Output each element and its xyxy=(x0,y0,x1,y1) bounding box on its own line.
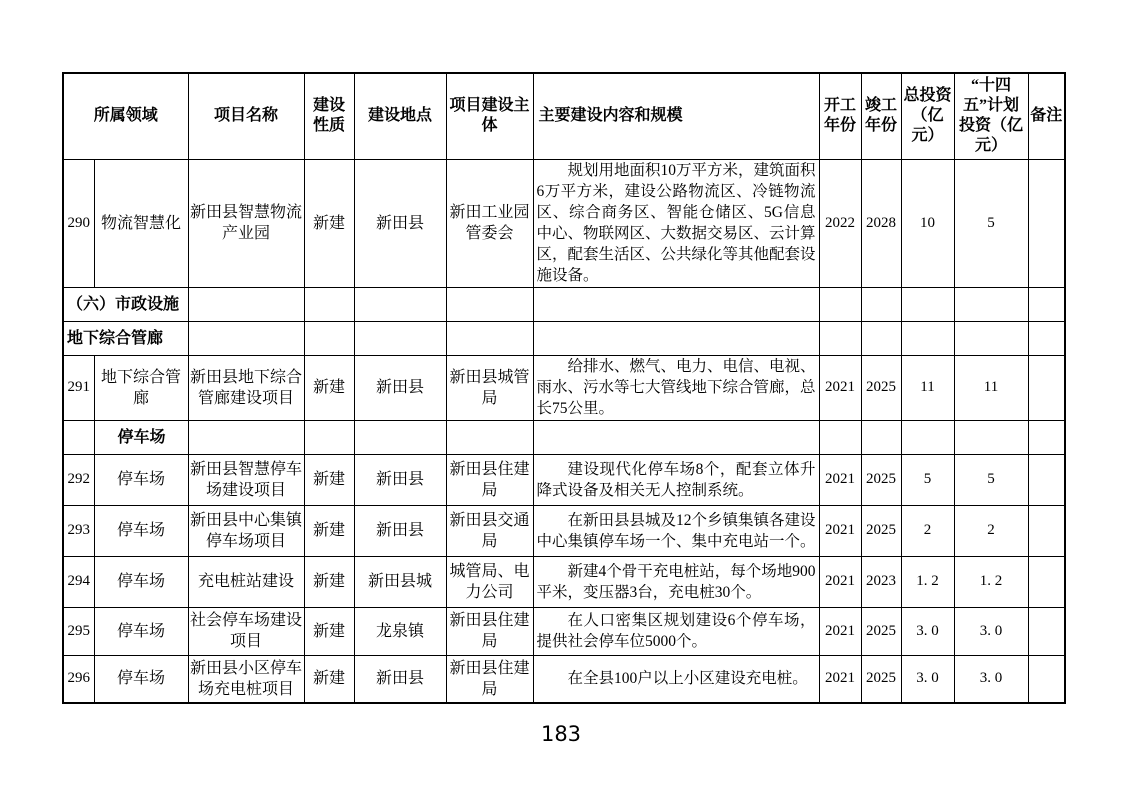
page-number: 183 xyxy=(540,722,582,746)
note-cell xyxy=(1028,159,1065,287)
nature-cell: 新建 xyxy=(304,454,354,505)
col-header-end-year: 竣工年份 xyxy=(861,73,901,159)
empty-cell xyxy=(861,420,901,454)
nature-cell: 新建 xyxy=(304,505,354,556)
project-name-cell: 新田县地下综合管廊建设项目 xyxy=(188,355,304,420)
total-investment-cell: 5 xyxy=(901,454,954,505)
row-number-cell: 296 xyxy=(63,655,94,703)
table-row xyxy=(63,607,1065,655)
field-cell: 停车场 xyxy=(94,505,188,556)
content-cell: 在人口密集区规划建设6个停车场，提供社会停车位5000个。 xyxy=(533,607,819,655)
empty-cell xyxy=(188,287,304,321)
section-row xyxy=(63,287,1065,321)
table-row xyxy=(63,355,1065,420)
field-cell: 停车场 xyxy=(94,556,188,607)
empty-cell xyxy=(1028,420,1065,454)
empty-cell xyxy=(446,287,533,321)
empty-cell xyxy=(446,420,533,454)
empty-cell xyxy=(861,287,901,321)
row-number-cell: 293 xyxy=(63,505,94,556)
nature-cell: 新建 xyxy=(304,159,354,287)
end-year-cell: 2025 xyxy=(861,607,901,655)
project-name-cell: 新田县智慧停车场建设项目 xyxy=(188,454,304,505)
note-cell xyxy=(1028,454,1065,505)
empty-cell xyxy=(188,420,304,454)
empty-cell xyxy=(819,420,861,454)
location-cell: 新田县城 xyxy=(354,556,446,607)
content-cell: 规划用地面积10万平方米，建筑面积6万平方米，建设公路物流区、冷链物流区、综合商务区、智能仓储区、5G信息中心、物联网区、大数据交易区、云计算区，配套生活区、公共绿化等其他配套设施设备。 xyxy=(533,159,819,287)
field-cell: 停车场 xyxy=(94,607,188,655)
start-year-cell: 2021 xyxy=(819,556,861,607)
total-investment-cell: 3. 0 xyxy=(901,607,954,655)
builder-cell: 城管局、电力公司 xyxy=(446,556,533,607)
start-year-cell: 2021 xyxy=(819,655,861,703)
row-number-cell xyxy=(63,420,94,454)
start-year-cell: 2021 xyxy=(819,505,861,556)
field-cell: 物流智慧化 xyxy=(94,159,188,287)
empty-cell xyxy=(1028,321,1065,355)
content-cell: 在新田县县城及12个乡镇集镇各建设中心集镇停车场一个、集中充电站一个。 xyxy=(533,505,819,556)
field-cell: 停车场 xyxy=(94,454,188,505)
row-number-cell: 291 xyxy=(63,355,94,420)
table-row xyxy=(63,159,1065,287)
project-name-cell: 充电桩站建设 xyxy=(188,556,304,607)
empty-cell xyxy=(354,287,446,321)
empty-cell xyxy=(954,287,1028,321)
section-label-cell: 停车场 xyxy=(94,420,188,454)
table-row xyxy=(63,454,1065,505)
plan-investment-cell: 1. 2 xyxy=(954,556,1028,607)
start-year-cell: 2021 xyxy=(819,355,861,420)
empty-cell xyxy=(954,420,1028,454)
col-header-note: 备注 xyxy=(1028,73,1065,159)
empty-cell xyxy=(304,287,354,321)
empty-cell xyxy=(954,321,1028,355)
note-cell xyxy=(1028,355,1065,420)
plan-investment-cell: 11 xyxy=(954,355,1028,420)
end-year-cell: 2028 xyxy=(861,159,901,287)
plan-investment-cell: 3. 0 xyxy=(954,655,1028,703)
empty-cell xyxy=(188,321,304,355)
builder-cell: 新田县住建局 xyxy=(446,655,533,703)
note-cell xyxy=(1028,556,1065,607)
start-year-cell: 2021 xyxy=(819,607,861,655)
table-row xyxy=(63,556,1065,607)
row-number-cell: 295 xyxy=(63,607,94,655)
empty-cell xyxy=(354,420,446,454)
empty-cell xyxy=(901,287,954,321)
builder-cell: 新田县住建局 xyxy=(446,454,533,505)
empty-cell xyxy=(533,420,819,454)
section-row xyxy=(63,321,1065,355)
total-investment-cell: 11 xyxy=(901,355,954,420)
section-label-cell: （六）市政设施 xyxy=(63,287,188,321)
empty-cell xyxy=(1028,287,1065,321)
content-cell: 新建4个骨干充电桩站，每个场地900平米，变压器3台，充电桩30个。 xyxy=(533,556,819,607)
project-name-cell: 新田县智慧物流产业园 xyxy=(188,159,304,287)
nature-cell: 新建 xyxy=(304,556,354,607)
empty-cell xyxy=(901,321,954,355)
plan-investment-cell: 5 xyxy=(954,159,1028,287)
plan-investment-cell: 2 xyxy=(954,505,1028,556)
col-header-start-year: 开工年份 xyxy=(819,73,861,159)
end-year-cell: 2025 xyxy=(861,655,901,703)
location-cell: 新田县 xyxy=(354,355,446,420)
location-cell: 新田县 xyxy=(354,655,446,703)
location-cell: 新田县 xyxy=(354,505,446,556)
start-year-cell: 2021 xyxy=(819,454,861,505)
empty-cell xyxy=(533,321,819,355)
builder-cell: 新田县住建局 xyxy=(446,607,533,655)
table-row xyxy=(63,655,1065,703)
empty-cell xyxy=(446,321,533,355)
field-cell: 停车场 xyxy=(94,655,188,703)
empty-cell xyxy=(304,420,354,454)
row-number-cell: 294 xyxy=(63,556,94,607)
empty-cell xyxy=(533,287,819,321)
note-cell xyxy=(1028,607,1065,655)
plan-investment-cell: 3. 0 xyxy=(954,607,1028,655)
section-row xyxy=(63,420,1065,454)
col-header-content: 主要建设内容和规模 xyxy=(533,73,819,159)
total-investment-cell: 3. 0 xyxy=(901,655,954,703)
col-header-plan-investment: “十四五”计划投资（亿元） xyxy=(954,73,1028,159)
content-cell: 在全县100户以上小区建设充电桩。 xyxy=(533,655,819,703)
content-cell: 建设现代化停车场8个，配套立体升降式设备及相关无人控制系统。 xyxy=(533,454,819,505)
note-cell xyxy=(1028,505,1065,556)
nature-cell: 新建 xyxy=(304,355,354,420)
empty-cell xyxy=(861,321,901,355)
section-label-cell: 地下综合管廊 xyxy=(63,321,188,355)
col-header-location: 建设地点 xyxy=(354,73,446,159)
table-header-row xyxy=(63,73,1065,159)
builder-cell: 新田县交通局 xyxy=(446,505,533,556)
total-investment-cell: 2 xyxy=(901,505,954,556)
location-cell: 新田县 xyxy=(354,454,446,505)
content-cell: 给排水、燃气、电力、电信、电视、雨水、污水等七大管线地下综合管廊，总长75公里。 xyxy=(533,355,819,420)
projects-table xyxy=(62,72,1066,704)
field-cell: 地下综合管廊 xyxy=(94,355,188,420)
col-header-field: 所属领域 xyxy=(63,73,188,159)
end-year-cell: 2025 xyxy=(861,505,901,556)
empty-cell xyxy=(304,321,354,355)
nature-cell: 新建 xyxy=(304,607,354,655)
row-number-cell: 292 xyxy=(63,454,94,505)
total-investment-cell: 10 xyxy=(901,159,954,287)
col-header-nature: 建设性质 xyxy=(304,73,354,159)
builder-cell: 新田县城管局 xyxy=(446,355,533,420)
builder-cell: 新田工业园管委会 xyxy=(446,159,533,287)
start-year-cell: 2022 xyxy=(819,159,861,287)
empty-cell xyxy=(901,420,954,454)
location-cell: 新田县 xyxy=(354,159,446,287)
empty-cell xyxy=(819,287,861,321)
plan-investment-cell: 5 xyxy=(954,454,1028,505)
col-header-project-name: 项目名称 xyxy=(188,73,304,159)
total-investment-cell: 1. 2 xyxy=(901,556,954,607)
col-header-builder: 项目建设主体 xyxy=(446,73,533,159)
location-cell: 龙泉镇 xyxy=(354,607,446,655)
project-name-cell: 新田县小区停车场充电桩项目 xyxy=(188,655,304,703)
empty-cell xyxy=(354,321,446,355)
end-year-cell: 2025 xyxy=(861,355,901,420)
project-name-cell: 新田县中心集镇停车场项目 xyxy=(188,505,304,556)
note-cell xyxy=(1028,655,1065,703)
end-year-cell: 2025 xyxy=(861,454,901,505)
row-number-cell: 290 xyxy=(63,159,94,287)
project-name-cell: 社会停车场建设项目 xyxy=(188,607,304,655)
empty-cell xyxy=(819,321,861,355)
col-header-total-investment: 总投资（亿元） xyxy=(901,73,954,159)
end-year-cell: 2023 xyxy=(861,556,901,607)
nature-cell: 新建 xyxy=(304,655,354,703)
table-row xyxy=(63,505,1065,556)
